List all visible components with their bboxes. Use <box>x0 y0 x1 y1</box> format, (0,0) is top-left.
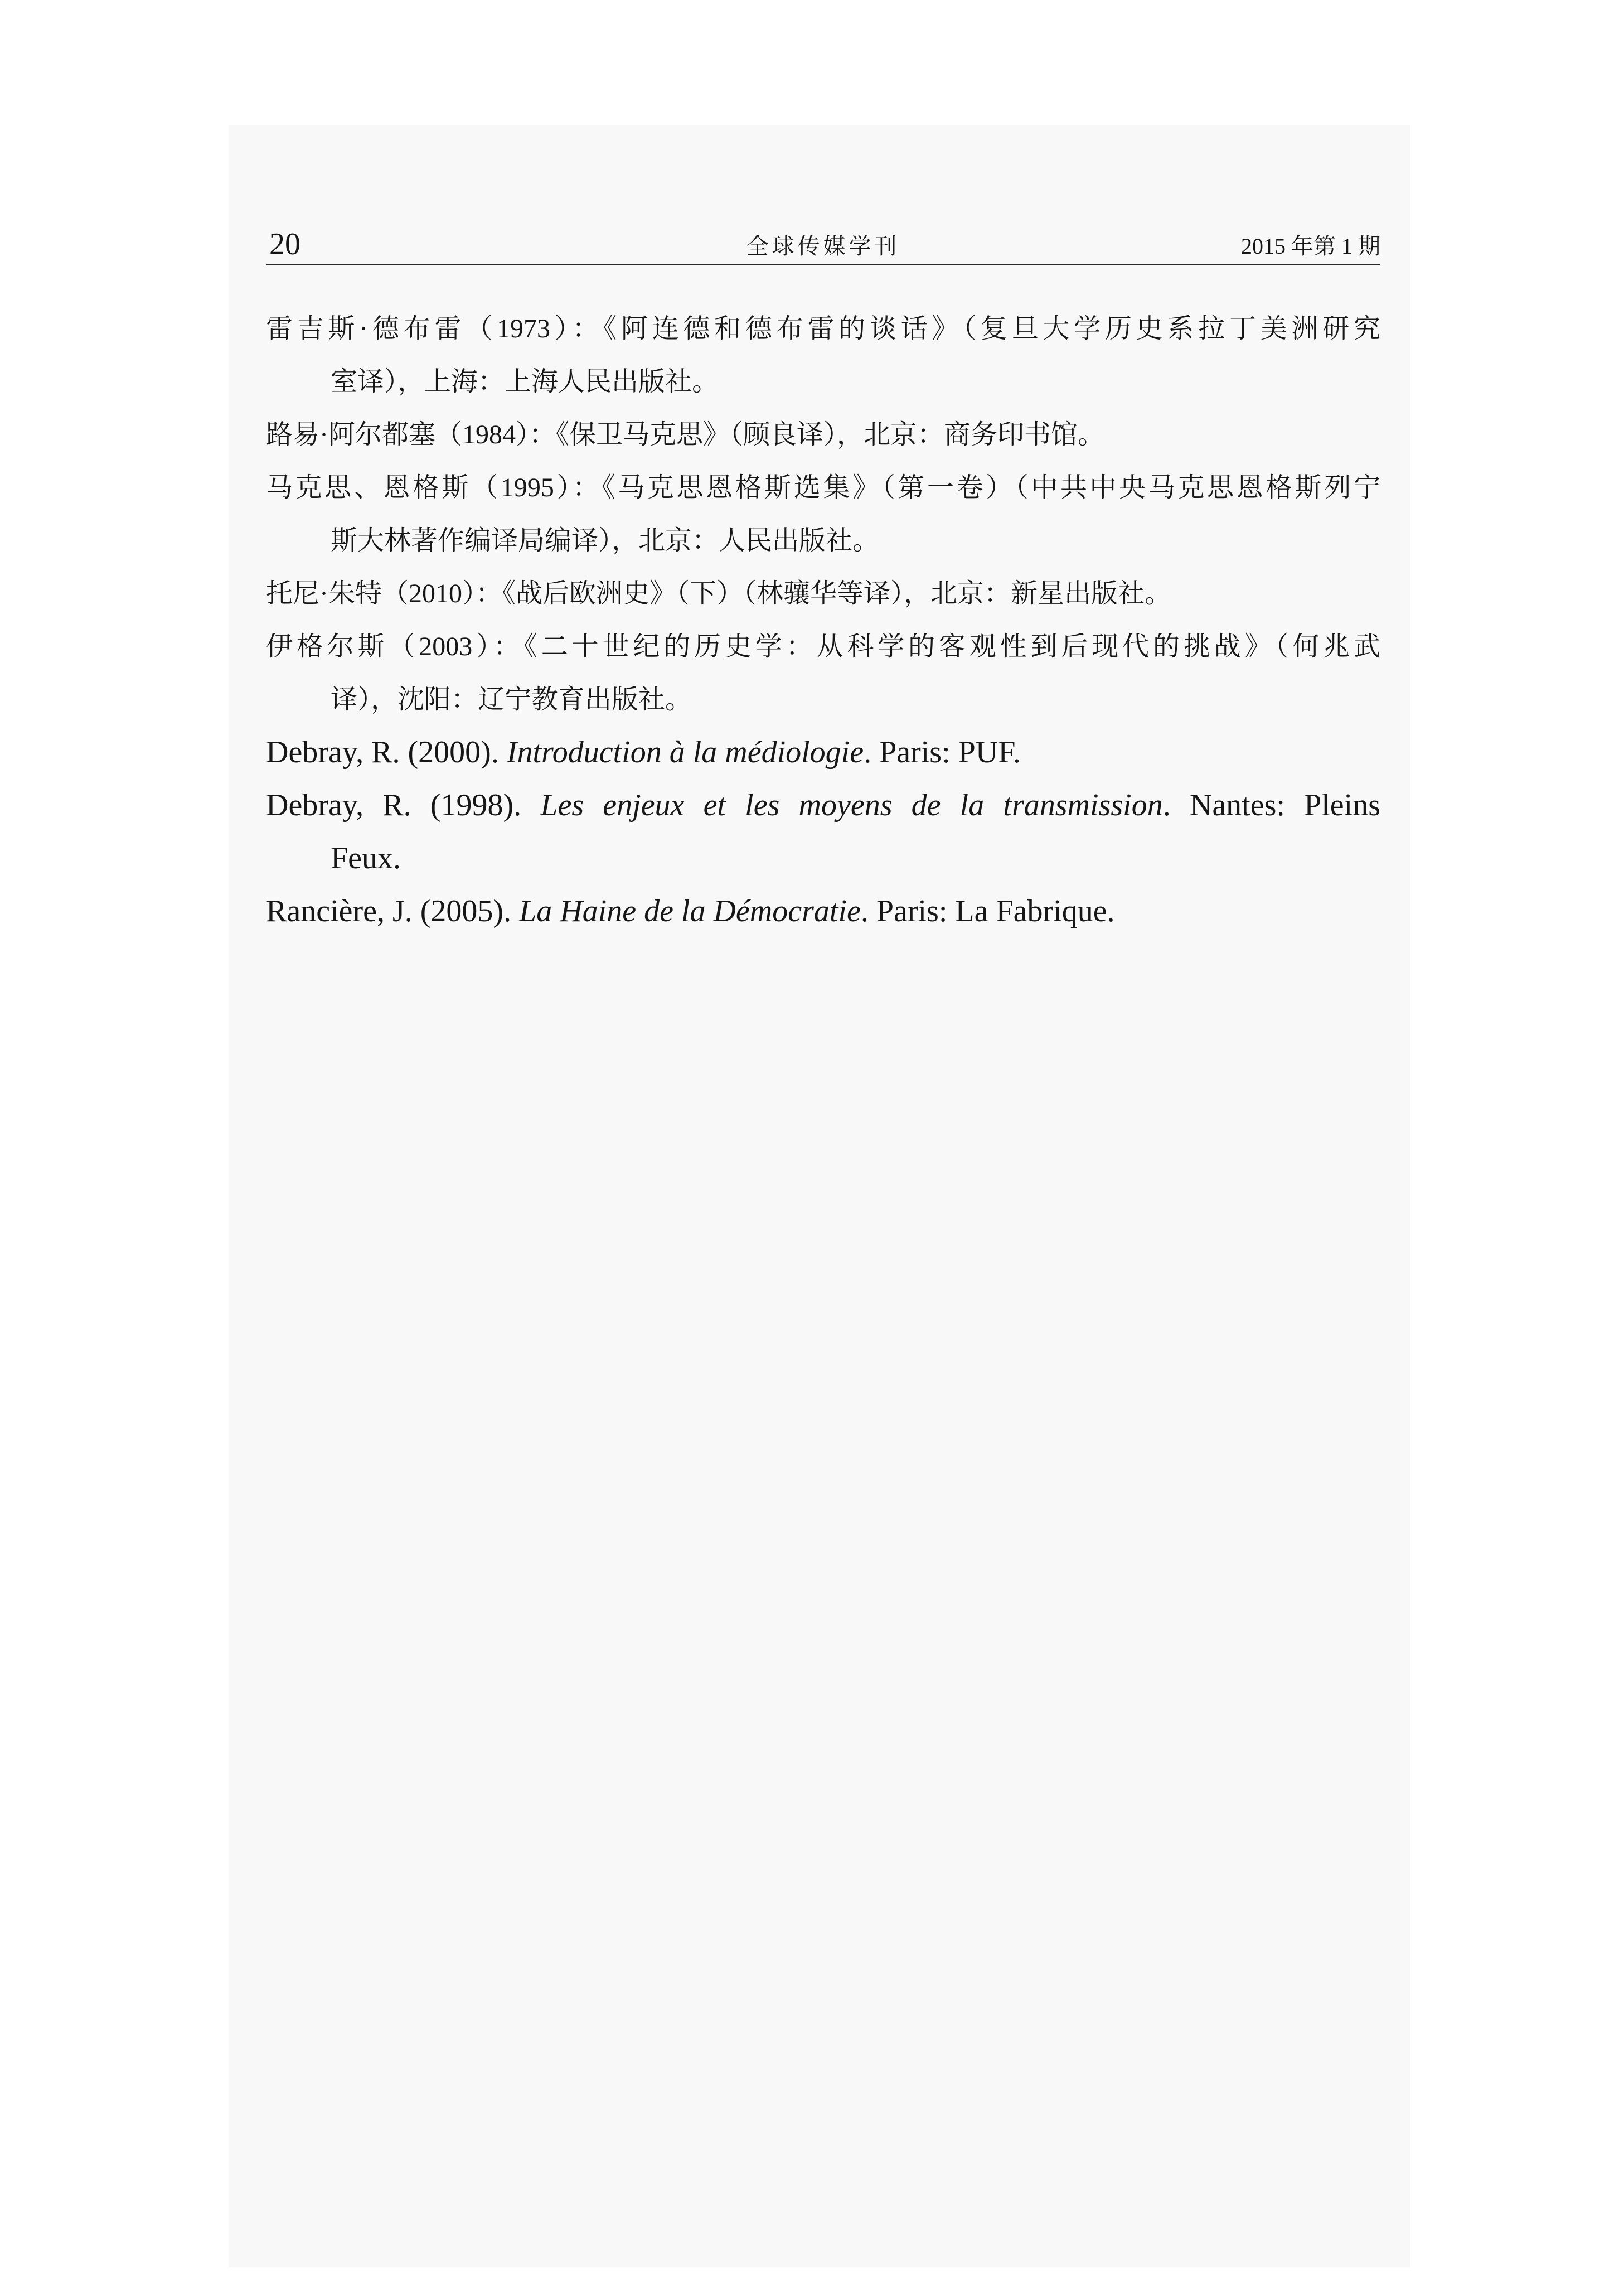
reference-author-year: Debray, R. (1998). <box>266 788 541 823</box>
reference-title: Introduction à la médiologie <box>506 735 864 770</box>
journal-title: 全球传媒学刊 <box>746 234 900 259</box>
reference-line <box>266 726 1380 779</box>
reference-item <box>266 461 1380 567</box>
reference-item <box>266 885 1380 938</box>
reference-item <box>266 779 1380 885</box>
reference-line: 马克思、恩格斯（1995）：《马克思恩格斯选集》（第一卷）（中共中央马克思恩格斯列宁 <box>266 473 1380 502</box>
reference-line <box>266 885 1380 938</box>
running-header <box>266 228 1380 261</box>
reference-title: Les enjeux et les moyens de la transmission <box>540 788 1163 823</box>
reference-publisher: . Paris: La Fabrique. <box>860 894 1115 928</box>
reference-author-year: Debray, R. (2000). <box>266 735 507 770</box>
reference-publisher: . Nantes: Pleins <box>1162 788 1381 823</box>
reference-list <box>266 302 1380 938</box>
header-rule <box>266 264 1380 265</box>
reference-item <box>266 620 1380 726</box>
reference-title: La Haine de la Démocratie <box>519 894 861 928</box>
reference-item <box>266 726 1380 779</box>
reference-line-continued: 斯大林著作编译局编译），北京：人民出版社。 <box>331 526 880 555</box>
reference-item <box>266 567 1380 620</box>
reference-item <box>266 408 1380 461</box>
reference-line: 伊格尔斯（2003）：《二十世纪的历史学：从科学的客观性到后现代的挑战》（何兆武 <box>266 632 1380 661</box>
reference-line: 托尼·朱特（2010）：《战后欧洲史》（下）（林骧华等译），北京：新星出版社。 <box>266 579 1171 608</box>
reference-line-continued: 室译），上海：上海人民出版社。 <box>331 367 719 396</box>
reference-publisher: . Paris: PUF. <box>864 735 1021 770</box>
reference-line: 雷吉斯·德布雷（1973）：《阿连德和德布雷的谈话》（复旦大学历史系拉丁美洲研究 <box>266 314 1380 344</box>
reference-line <box>266 779 1380 832</box>
page-number: 20 <box>269 227 300 262</box>
issue-label: 2015 年第 1 期 <box>1241 234 1380 259</box>
reference-line-continued: 译），沈阳：辽宁教育出版社。 <box>331 685 692 714</box>
reference-author-year: Rancière, J. (2005). <box>266 894 520 928</box>
reference-line: 路易·阿尔都塞（1984）：《保卫马克思》（顾良译），北京：商务印书馆。 <box>266 420 1104 449</box>
reference-item <box>266 302 1380 408</box>
reference-line-continued: Feux. <box>331 841 401 876</box>
